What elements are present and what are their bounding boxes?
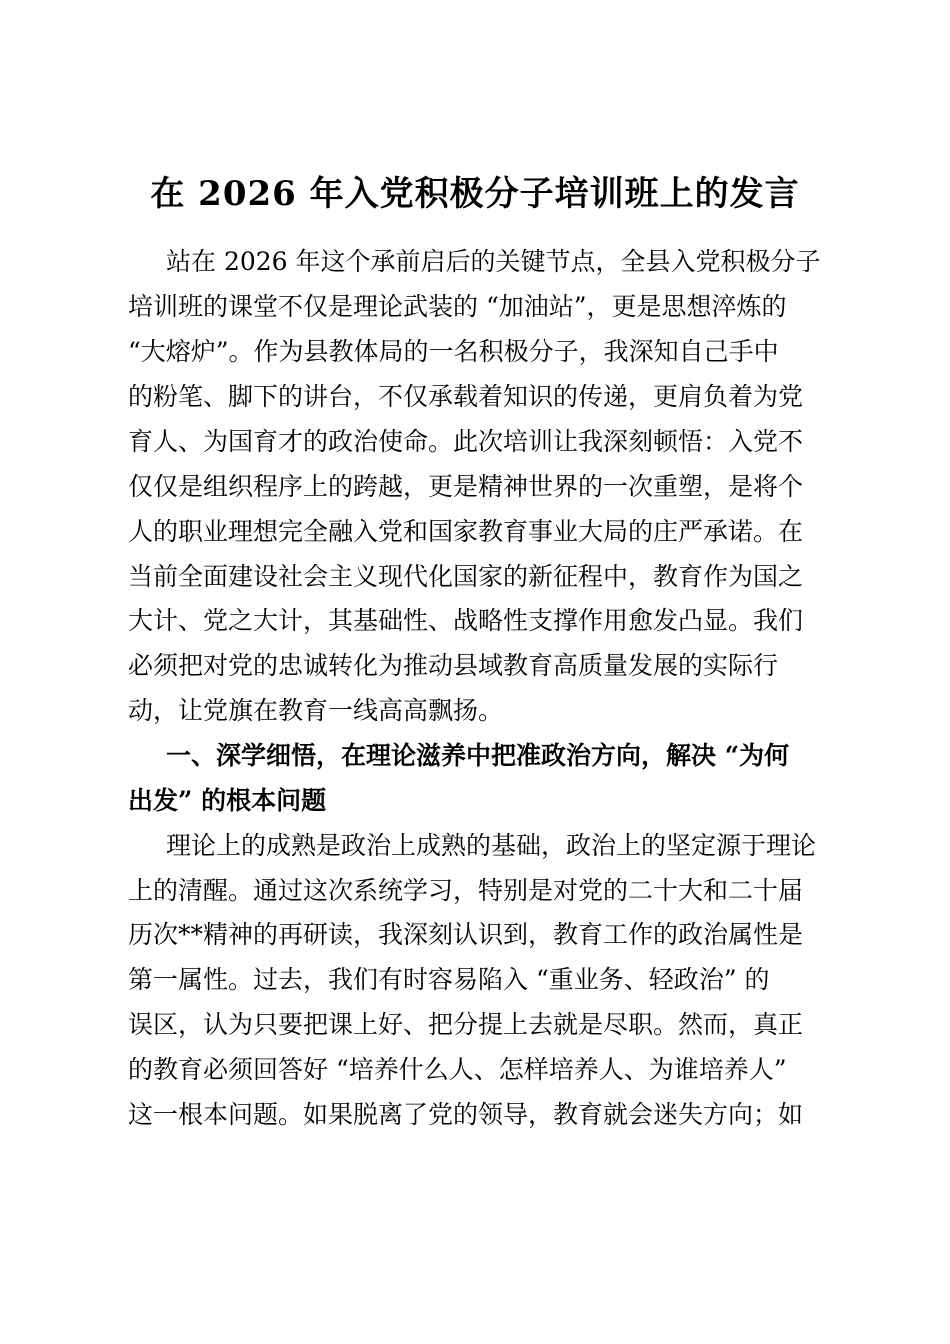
paragraph-line: 的粉笔、脚下的讲台，不仅承载着知识的传递，更肩负着为党: [128, 382, 804, 411]
paragraph-line: 动，让党旗在教育一线高高飘扬。: [128, 696, 504, 725]
paragraph-line: 历次**精神的再研读，我深刻认识到，教育工作的政治属性是: [128, 920, 804, 949]
paragraph-line: 仅仅是组织程序上的跨越，更是精神世界的一次重塑，是将个: [128, 472, 804, 501]
section-heading-line: 出发” 的根本问题: [128, 786, 327, 815]
paragraph-line: 这一根本问题。如果脱离了党的领导，教育就会迷失方向；如: [128, 1100, 804, 1129]
document-title: 在 2026 年入党积极分子培训班上的发言: [150, 174, 800, 214]
paragraph-line: 育人、为国育才的政治使命。此次培训让我深刻顿悟：入党不: [128, 427, 804, 456]
paragraph-line: 站在 2026 年这个承前启后的关键节点，全县入党积极分子: [166, 247, 821, 276]
paragraph-line: 当前全面建设社会主义现代化国家的新征程中，教育作为国之: [128, 562, 804, 591]
paragraph-line: 人的职业理想完全融入党和国家教育事业大局的庄严承诺。在: [128, 517, 804, 546]
paragraph-line: 误区，认为只要把课上好、把分提上去就是尽职。然而，真正: [128, 1010, 804, 1039]
paragraph-line: 必须把对党的忠诚转化为推动县域教育高质量发展的实际行: [128, 651, 779, 680]
paragraph-line: 第一属性。过去，我们有时容易陷入 “重业务、轻政治” 的: [128, 965, 770, 994]
paragraph-line: 大计、党之大计，其基础性、战略性支撑作用愈发凸显。我们: [128, 606, 804, 635]
paragraph-line: 的教育必须回答好 “培养什么人、怎样培养人、为谁培养人”: [128, 1055, 787, 1084]
paragraph-line: “大熔炉”。作为县教体局的一名积极分子，我深知自己手中: [128, 337, 779, 366]
paragraph-line: 理论上的成熟是政治上成熟的基础，政治上的坚定源于理论: [166, 831, 817, 860]
section-heading-line: 一、深学细悟，在理论滋养中把准政治方向，解决 “为何: [166, 741, 790, 770]
paragraph-line: 上的清醒。通过这次系统学习，特别是对党的二十大和二十届: [128, 876, 804, 905]
paragraph-line: 培训班的课堂不仅是理论武装的 “加油站”，更是思想淬炼的: [128, 292, 787, 321]
